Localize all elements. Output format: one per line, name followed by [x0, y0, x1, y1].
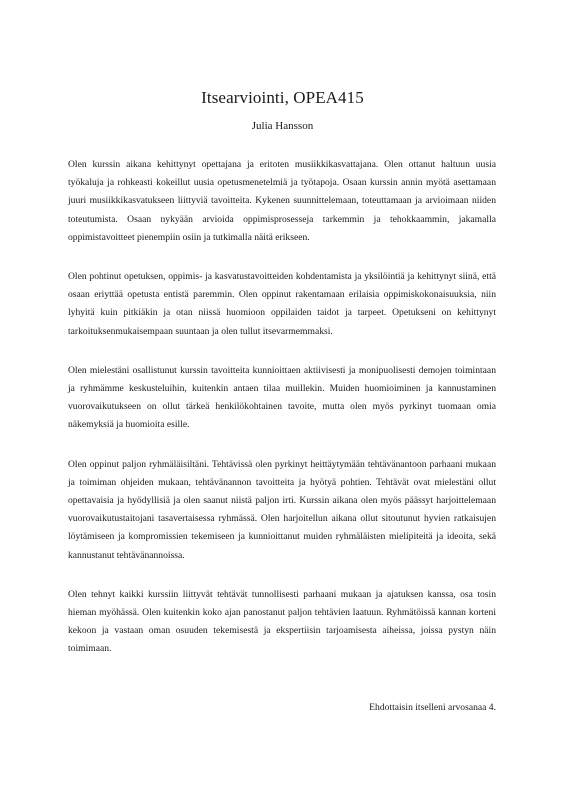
paragraph-2: Olen pohtinut opetuksen, oppimis- ja kasvatustavoitteiden kohdentamista ja yksilöintiä ja kehittynyt siinä, että osaan eriyttää opetusta entistä paremmin. Olen oppinut rakentamaan erilaisia oppimiskokonaisuuksia, niin lyhyitä kuin pitkiäkin ja otan niissä huomioon oppilaiden taidot ja tarpeet. Opetukseni on kehittynyt tarkoituksenmukaisempaan suuntaan ja olen tullut itsevarmemmaksi. — [68, 271, 496, 337]
closing-statement: Ehdottaisin itselleni arvosanaa 4. — [369, 702, 496, 713]
document-title: Itsearviointi, OPEA415 — [201, 88, 364, 107]
author-name: Julia Hansson — [251, 120, 314, 132]
paragraph-3: Olen mielestäni osallistunut kurssin tavoitteita kunnioittaen aktiivisesti ja monipuolisesti demojen toimintaan ja ryhmämme keskusteluihin, kuitenkin antaen tilaa muillekin. Muiden huomioiminen ja kannustaminen vuorovaikutukseen on ollut tärkeä henkilökohtainen tavoite, mutta olen myös pyrkinyt tuomaan omia näkemyksiä ja huomioita esille. — [68, 364, 496, 431]
paragraph-4: Olen oppinut paljon ryhmäläisiltäni. Tehtävissä olen pyrkinyt heittäytymään tehtävänantoon parhaani mukaan ja toimiman ohjeiden mukaan, tehtävänannon tavoitteita ja hyötyä pohtien. Tehtävät ovat mielestäni ollut opettavaisia ja hyödyllisiä ja olen saanut niistä paljon irti. Kurssin aikana olen myös päässyt harjoittelemaan vuorovaikutustaitojani tasavertaisessa ryhmässä. Olen harjoitellun aikana ollut sitoutunut hyvien ratkaisujen löytämiseen ja kompromissien tekemiseen ja kunnioittanut muiden ryhmäläisten mielipiteitä ja ideoita, sekä kannustanut tehtävänannoissa. — [68, 458, 496, 561]
paragraph-5: Olen tehnyt kaikki kurssiin liittyvät tehtävät tunnollisesti parhaani mukaan ja ajatuksen kanssa, osa tosin hieman myöhässä. Olen kuitenkin koko ajan panostanut paljon tehtävien laatuun. Ryhmätöissä kannan korteni kekoon ja vastaan oman osuuden tekemisestä ja ekspertiisin tarjoamisesta aiheissa, joissa pystyn näin toimimaan. — [68, 588, 496, 655]
document-body — [68, 156, 496, 680]
paragraph-1: Olen kurssin aikana kehittynyt opettajana ja eritoten musiikkikasvattajana. Olen ottanut haltuun uusia työkaluja ja rohkeasti kokeillut uusia opetusmenetelmiä ja työtapoja. Osaan kurssin annin myötä asettamaan juuri musiikkikasvatukseen liittyviä tavoitteita. Kykenen suunnittelemaan, toteuttamaan ja arvioimaan niiden toteutumista. Osaan nykyään arvioida oppimisprosesseja tarkemmin ja tehokkaammin, jakamalla oppimistavoitteet pienempiin osiin ja tutkimalla näitä erikseen. — [68, 159, 496, 243]
